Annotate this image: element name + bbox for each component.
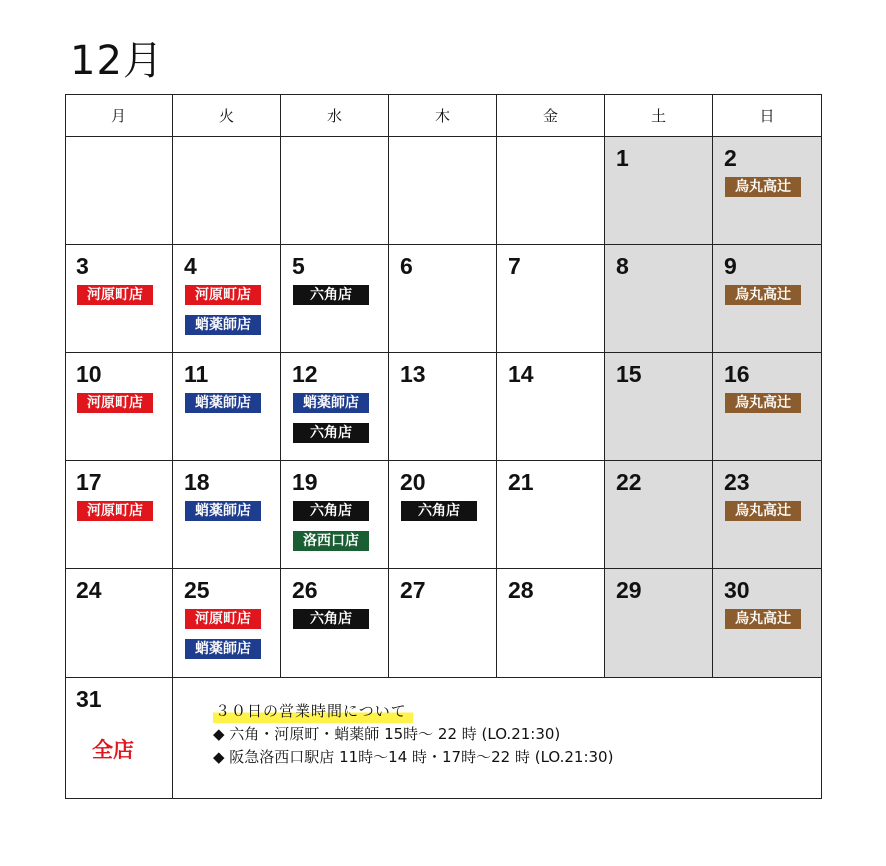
day-number: 18 bbox=[184, 469, 210, 495]
store-badge-kawaramachi: 河原町店 bbox=[77, 393, 153, 413]
day-number: 3 bbox=[76, 253, 89, 279]
store-badges bbox=[725, 609, 801, 629]
day-number: 2 bbox=[724, 145, 737, 171]
day-cell bbox=[605, 353, 713, 461]
day-cell bbox=[389, 461, 497, 569]
day-cell bbox=[389, 353, 497, 461]
day-cell bbox=[497, 569, 605, 678]
hours-note bbox=[213, 700, 613, 769]
store-badges bbox=[293, 393, 369, 443]
store-badge-karasuma: 烏丸高辻 bbox=[725, 501, 801, 521]
store-badge-kawaramachi: 河原町店 bbox=[77, 501, 153, 521]
empty-day-cell bbox=[389, 137, 497, 245]
store-badge-rakusaiguchi: 洛西口店 bbox=[293, 531, 369, 551]
day-number: 12 bbox=[292, 361, 318, 387]
day-number: 28 bbox=[508, 577, 534, 603]
day-cell bbox=[65, 461, 173, 569]
day-number: 26 bbox=[292, 577, 318, 603]
day-number: 29 bbox=[616, 577, 642, 603]
day-cell bbox=[65, 245, 173, 353]
day-number: 31 bbox=[76, 686, 102, 712]
calendar-grid bbox=[65, 94, 822, 799]
day-cell bbox=[605, 569, 713, 678]
day-cell bbox=[713, 353, 822, 461]
store-badge-yakushi: 蛸薬師店 bbox=[185, 393, 261, 413]
store-badges bbox=[725, 393, 801, 413]
empty-day-cell bbox=[65, 137, 173, 245]
day-number: 4 bbox=[184, 253, 197, 279]
day-cell bbox=[281, 245, 389, 353]
day-number: 9 bbox=[724, 253, 737, 279]
empty-day-cell bbox=[173, 137, 281, 245]
month-title: 12月 bbox=[70, 38, 164, 84]
day-number: 7 bbox=[508, 253, 521, 279]
day-number: 27 bbox=[400, 577, 426, 603]
all-stores-label: 全店 bbox=[92, 738, 134, 762]
day-cell bbox=[605, 245, 713, 353]
day-number: 5 bbox=[292, 253, 305, 279]
day-number: 16 bbox=[724, 361, 750, 387]
day-number: 8 bbox=[616, 253, 629, 279]
store-badges bbox=[185, 393, 261, 413]
day-cell bbox=[281, 353, 389, 461]
store-badge-karasuma: 烏丸高辻 bbox=[725, 285, 801, 305]
day-number: 24 bbox=[76, 577, 102, 603]
note-cell bbox=[173, 678, 822, 799]
note-title: ３０日の営業時間について bbox=[213, 700, 413, 723]
store-badge-kawaramachi: 河原町店 bbox=[185, 285, 261, 305]
day-number: 13 bbox=[400, 361, 426, 387]
store-badge-yakushi: 蛸薬師店 bbox=[185, 501, 261, 521]
day-cell bbox=[65, 353, 173, 461]
day-number: 6 bbox=[400, 253, 413, 279]
day-cell bbox=[173, 353, 281, 461]
day-cell bbox=[497, 245, 605, 353]
day-number: 1 bbox=[616, 145, 629, 171]
weekday-header: 水 bbox=[281, 94, 389, 137]
store-badges bbox=[185, 609, 261, 659]
store-badge-rokkaku: 六角店 bbox=[293, 423, 369, 443]
day-cell bbox=[65, 569, 173, 678]
weekday-header: 金 bbox=[497, 94, 605, 137]
day-cell bbox=[65, 678, 173, 799]
day-cell bbox=[173, 569, 281, 678]
store-badges bbox=[725, 177, 801, 197]
store-badge-kawaramachi: 河原町店 bbox=[185, 609, 261, 629]
store-badge-rokkaku: 六角店 bbox=[401, 501, 477, 521]
store-badges bbox=[77, 393, 153, 413]
store-badge-karasuma: 烏丸高辻 bbox=[725, 609, 801, 629]
store-badges bbox=[77, 501, 153, 521]
day-cell bbox=[497, 353, 605, 461]
day-cell bbox=[173, 245, 281, 353]
store-badges bbox=[401, 501, 477, 521]
store-badges bbox=[293, 285, 369, 305]
empty-day-cell bbox=[281, 137, 389, 245]
day-number: 14 bbox=[508, 361, 534, 387]
day-cell bbox=[713, 245, 822, 353]
store-badges bbox=[77, 285, 153, 305]
store-badge-kawaramachi: 河原町店 bbox=[77, 285, 153, 305]
day-number: 22 bbox=[616, 469, 642, 495]
store-badge-yakushi: 蛸薬師店 bbox=[185, 639, 261, 659]
day-cell bbox=[389, 569, 497, 678]
store-badge-karasuma: 烏丸高辻 bbox=[725, 177, 801, 197]
day-cell bbox=[713, 137, 822, 245]
day-cell bbox=[497, 461, 605, 569]
store-badges bbox=[725, 501, 801, 521]
weekday-header: 月 bbox=[65, 94, 173, 137]
day-number: 17 bbox=[76, 469, 102, 495]
store-badges bbox=[185, 285, 261, 335]
day-number: 10 bbox=[76, 361, 102, 387]
store-badge-rokkaku: 六角店 bbox=[293, 285, 369, 305]
weekday-header: 火 bbox=[173, 94, 281, 137]
store-badges bbox=[725, 285, 801, 305]
day-cell bbox=[713, 569, 822, 678]
store-badge-yakushi: 蛸薬師店 bbox=[185, 315, 261, 335]
store-badges bbox=[293, 609, 369, 629]
weekday-header: 土 bbox=[605, 94, 713, 137]
day-number: 23 bbox=[724, 469, 750, 495]
day-number: 25 bbox=[184, 577, 210, 603]
empty-day-cell bbox=[497, 137, 605, 245]
day-number: 19 bbox=[292, 469, 318, 495]
day-cell bbox=[281, 569, 389, 678]
store-badge-rokkaku: 六角店 bbox=[293, 609, 369, 629]
day-number: 15 bbox=[616, 361, 642, 387]
day-cell bbox=[173, 461, 281, 569]
store-badges bbox=[185, 501, 261, 521]
note-line: ◆ 阪急洛西口駅店 11時～14 時・17時～22 時 (LO.21:30) bbox=[213, 748, 614, 766]
day-cell bbox=[389, 245, 497, 353]
day-number: 11 bbox=[184, 361, 209, 387]
day-cell bbox=[281, 461, 389, 569]
day-cell bbox=[605, 461, 713, 569]
store-badges bbox=[293, 501, 369, 551]
note-line: ◆ 六角・河原町・蛸薬師 15時～ 22 時 (LO.21:30) bbox=[213, 725, 561, 743]
day-cell bbox=[605, 137, 713, 245]
day-number: 21 bbox=[508, 469, 534, 495]
store-badge-karasuma: 烏丸高辻 bbox=[725, 393, 801, 413]
store-badge-yakushi: 蛸薬師店 bbox=[293, 393, 369, 413]
weekday-header: 木 bbox=[389, 94, 497, 137]
day-number: 20 bbox=[400, 469, 426, 495]
day-cell bbox=[713, 461, 822, 569]
day-number: 30 bbox=[724, 577, 750, 603]
store-badge-rokkaku: 六角店 bbox=[293, 501, 369, 521]
weekday-header: 日 bbox=[713, 94, 822, 137]
